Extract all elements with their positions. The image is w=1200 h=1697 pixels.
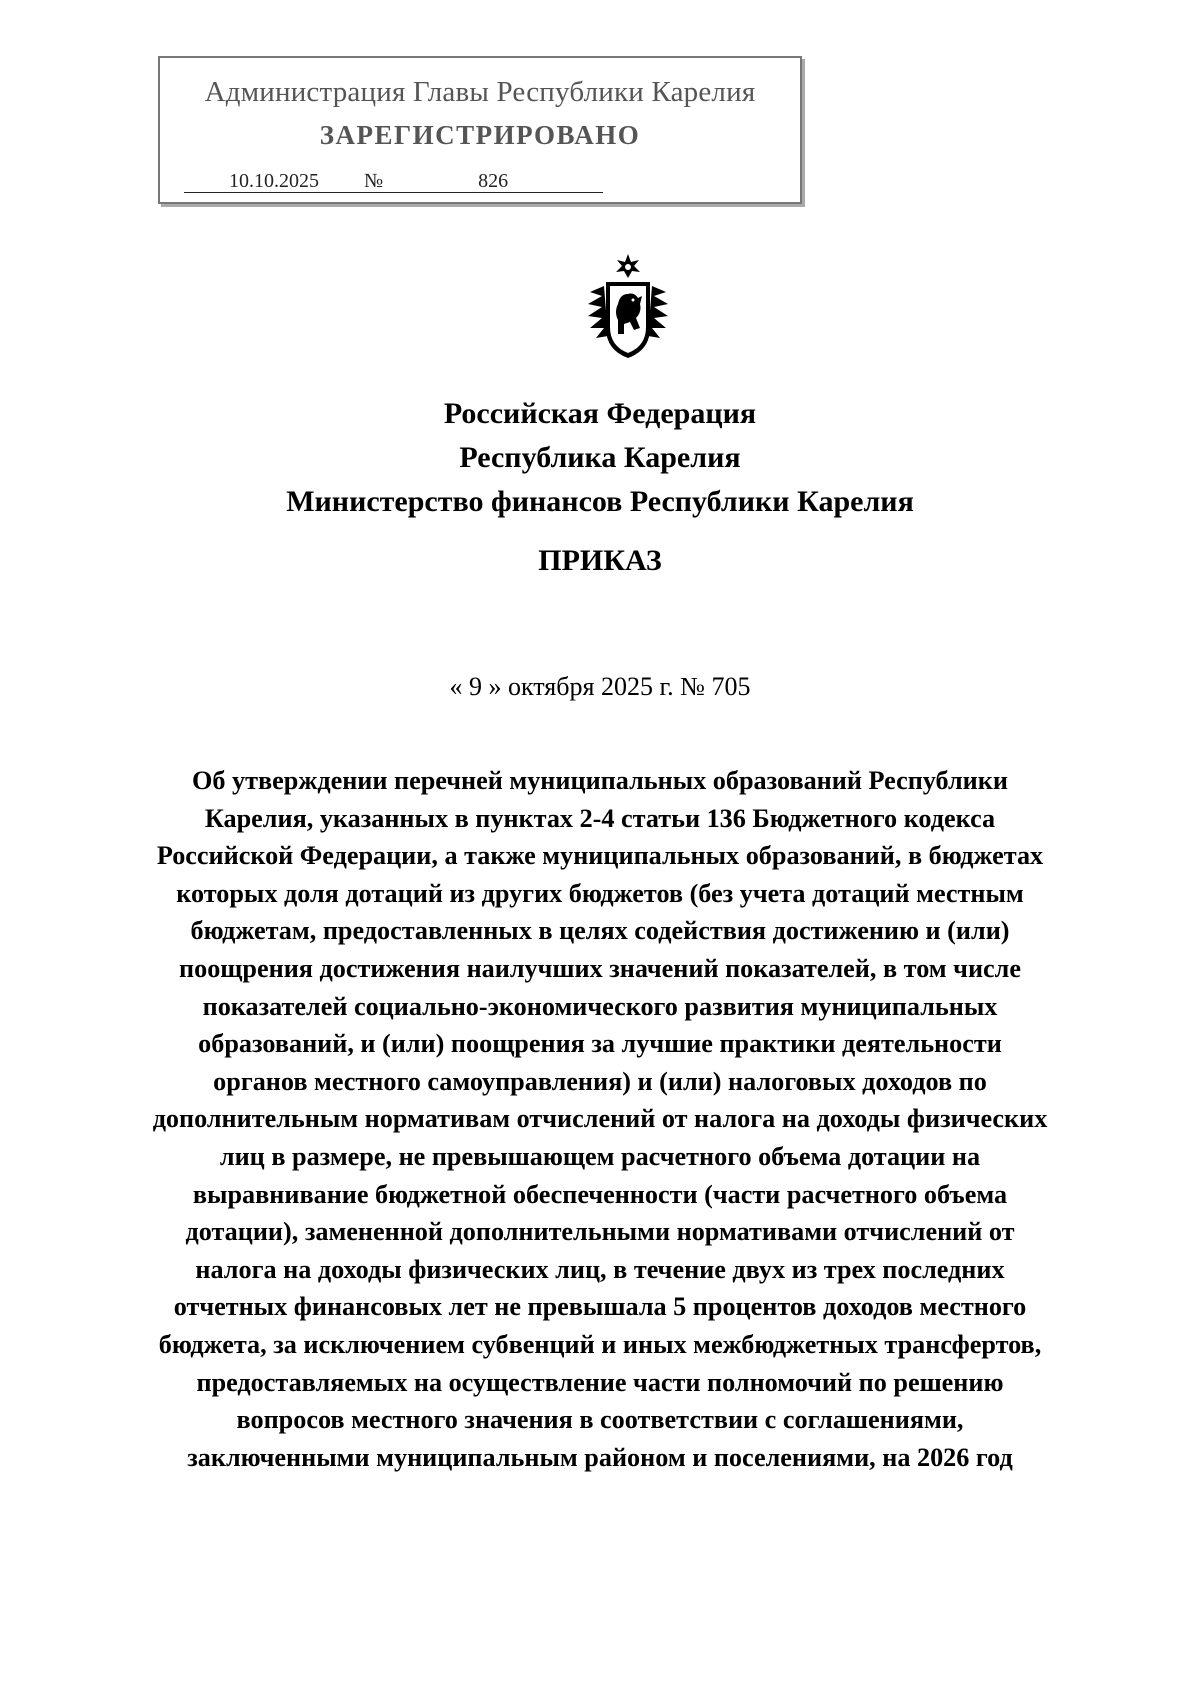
title-line: бюджетам, предоставленных в целях содействия достижению и (или) bbox=[190, 916, 1010, 946]
title-line: показателей социально-экономического развития муниципальных bbox=[202, 991, 998, 1021]
title-line: налога на доходы физических лиц, в течение двух из трех последних bbox=[195, 1254, 1005, 1284]
document-type: ПРИКАЗ bbox=[538, 544, 662, 577]
stamp-organization: Администрация Главы Республики Карелия bbox=[204, 76, 756, 108]
order-date-number: « 9 » октября 2025 г. № 705 bbox=[449, 672, 751, 701]
header-ministry: Министерство финансов Республики Карелия bbox=[286, 485, 914, 518]
title-line: вопросов местного значения в соответствии с соглашениями, bbox=[236, 1405, 964, 1435]
title-line: выравнивание бюджетной обеспеченности (части расчетного объема bbox=[192, 1179, 1008, 1209]
header-republic: Республика Карелия bbox=[459, 441, 741, 474]
karelia-coat-of-arms-icon bbox=[584, 252, 672, 362]
title-line: Карелия, указанных в пунктах 2-4 статьи 136 Бюджетного кодекса bbox=[204, 803, 996, 833]
title-line: лиц в размере, не превышающем расчетного объема дотации на bbox=[219, 1141, 981, 1171]
title-line: поощрения достижения наилучших значений показателей, в том числе bbox=[179, 953, 1021, 983]
title-line: которых доля дотаций из других бюджетов (без учета дотаций местным bbox=[176, 878, 1024, 908]
title-line: образований, и (или) поощрения за лучшие практики деятельности bbox=[198, 1029, 1002, 1059]
header-country: Российская Федерация bbox=[443, 397, 757, 430]
title-line: бюджета, за исключением субвенций и иных межбюджетных трансфертов, bbox=[158, 1329, 1042, 1359]
registration-stamp bbox=[158, 56, 802, 204]
title-line: отчетных финансовых лет не превышала 5 процентов доходов местного bbox=[173, 1292, 1027, 1322]
title-line: органов местного самоуправления) и (или) налоговых доходов по bbox=[213, 1066, 987, 1096]
title-line: заключенными муниципальным районом и поселениями, на 2026 год bbox=[187, 1442, 1013, 1472]
title-line: Об утверждении перечней муниципальных образований Республики bbox=[192, 766, 1008, 795]
stamp-registration-line bbox=[184, 170, 603, 193]
stamp-number: 826 bbox=[383, 170, 603, 193]
stamp-status: ЗАРЕГИСТРИРОВАНО bbox=[319, 120, 641, 150]
title-line: дополнительным нормативам отчислений от налога на доходы физических bbox=[152, 1104, 1048, 1134]
stamp-date: 10.10.2025 bbox=[184, 170, 364, 193]
stamp-number-label: № bbox=[364, 170, 384, 192]
title-line: предоставляемых на осуществление части полномочий по решению bbox=[196, 1367, 1004, 1397]
document-title bbox=[120, 762, 1080, 1476]
title-line: дотации), замененной дополнительными нормативами отчислений от bbox=[185, 1217, 1015, 1247]
title-line: Российской Федерации, а также муниципальных образований, в бюджетах bbox=[156, 841, 1044, 871]
